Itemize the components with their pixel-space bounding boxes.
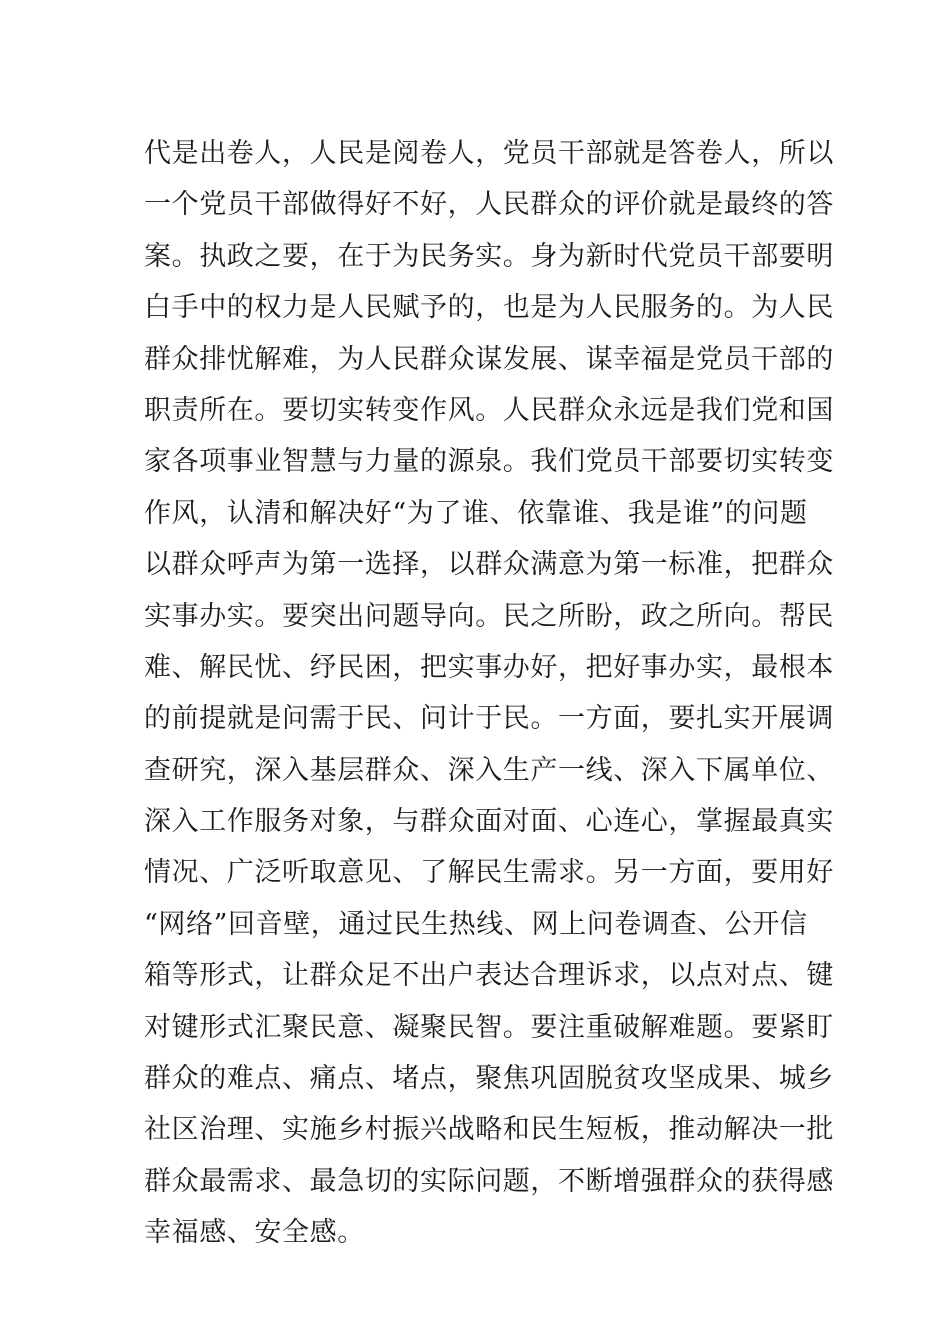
text-line: 箱等形式，让群众足不出户表达合理诉求，以点对点、键	[144, 960, 834, 992]
text-line: 作风，认清和解决好“为了谁、依靠谁、我是谁”的问题	[144, 497, 808, 529]
text-line: 幸福感、安全感。	[144, 1217, 365, 1249]
text-line: 一个党员干部做得好不好，人民群众的评价就是最终的答	[144, 189, 834, 221]
text-line: 代是出卷人，人民是阅卷人，党员干部就是答卷人，所以	[144, 138, 834, 169]
text-line: 群众的难点、痛点、堵点，聚焦巩固脱贫攻坚成果、城乡	[144, 1063, 834, 1095]
text-line: 家各项事业智慧与力量的源泉。我们党员干部要切实转变	[144, 446, 834, 478]
text-line: 查研究，深入基层群众、深入生产一线、深入下属单位、	[144, 754, 834, 786]
text-line: “网络”回音壁，通过民生热线、网上问卷调查、公开信	[144, 908, 808, 940]
text-line: 群众排忧解难，为人民群众谋发展、谋幸福是党员干部的	[144, 343, 834, 375]
text-line: 对键形式汇聚民意、凝聚民智。要注重破解难题。要紧盯	[144, 1011, 834, 1043]
text-line: 情况、广泛听取意见、了解民生需求。另一方面，要用好	[144, 857, 834, 889]
text-line: 社区治理、实施乡村振兴战略和民生短板，推动解决一批	[144, 1114, 834, 1146]
text-line: 难、解民忧、纾民困，把实事办好，把好事办实，最根本	[144, 651, 834, 683]
body-paragraph	[144, 128, 834, 1259]
text-line: 以群众呼声为第一选择，以群众满意为第一标准，把群众	[144, 549, 834, 581]
text-line: 职责所在。要切实转变作风。人民群众永远是我们党和国	[144, 394, 834, 426]
text-line: 实事办实。要突出问题导向。民之所盼，政之所向。帮民	[144, 600, 834, 632]
text-line: 群众最需求、最急切的实际问题，不断增强群众的获得感	[144, 1165, 834, 1197]
text-line: 深入工作服务对象，与群众面对面、心连心，掌握最真实	[144, 806, 834, 838]
text-line: 白手中的权力是人民赋予的，也是为人民服务的。为人民	[144, 292, 834, 324]
text-line: 的前提就是问需于民、问计于民。一方面，要扎实开展调	[144, 703, 834, 735]
text-line: 案。执政之要，在于为民务实。身为新时代党员干部要明	[144, 240, 834, 272]
